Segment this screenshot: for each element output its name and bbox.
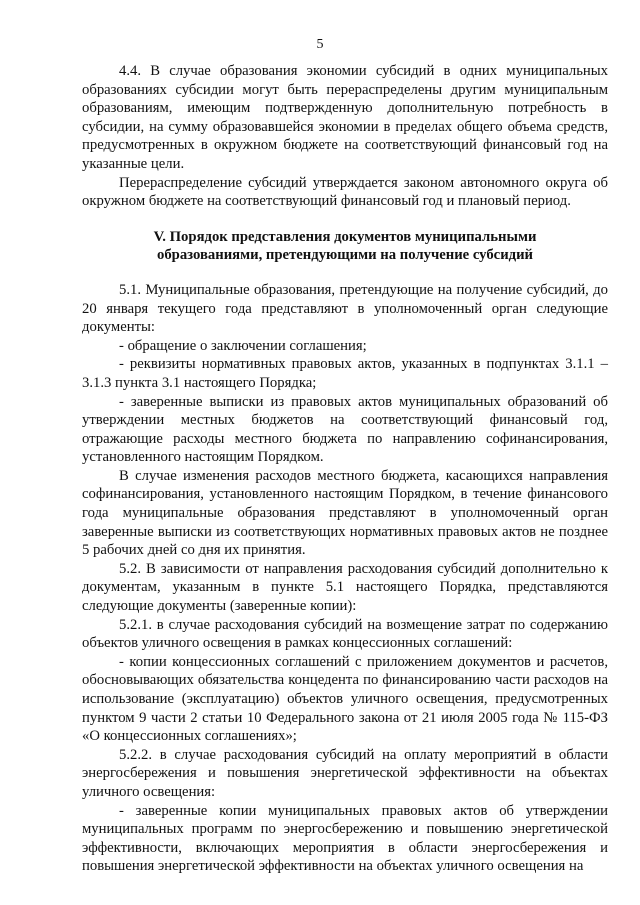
list-item-request: - обращение о заключении соглашения; [119, 337, 367, 354]
paragraph-5-1: 5.1. Муниципальные образования, претендующие на получение субсидий, до 20 января текущего года представляют в уполномоченный орган следующие документы: [82, 281, 608, 336]
section-heading-line-1: V. Порядок представления документов муниципальными [153, 228, 537, 245]
paragraph-redistribution: Перераспределение субсидий утверждается законом автономного округа об окружном бюджете на соответствующий финансовый год и плановый период. [82, 174, 608, 210]
section-heading-line-2: образованиями, претендующими на получение субсидий [156, 247, 534, 264]
list-item-program-copies: - заверенные копии муниципальных правовых актов об утверждении муниципальных программ по энергосбережению и повышению энергетической эффективности, включающих мероприятия в области энергосбережения и повышения энергетической эффективности на объектах уличного освещения на [82, 802, 608, 875]
list-item-extracts: - заверенные выписки из правовых актов муниципальных образований об утверждении местных бюджетов на соответствующий финансовый год, отражающие расходы местного бюджета по направлению софинансирования, установленного настоящим Порядком. [82, 393, 608, 466]
document-body [82, 62, 608, 876]
paragraph-4-4: 4.4. В случае образования экономии субсидий в одних муниципальных образованиях субсидии могут быть перераспределены другим муниципальным образованиям, имеющим подтвержденную дополнительную потребность в субсидии, на сумму образовавшейся экономии в пределах общего объема средств, предусмотренных в окружном бюджете на соответствующий финансовый год на указанные цели. [82, 63, 608, 172]
page-number: 5 [316, 37, 324, 52]
list-item-concession-copies: - копии концессионных соглашений с приложением документов и расчетов, обосновывающих обязательства концедента по финансированию части расходов на использование (эксплуатацию) объектов уличного освещения, предусмотренных пунктом 9 части 2 статьи 10 Федерального закона от 21 июля 2005 года № 115-ФЗ «О концессионных соглашениях»; [82, 653, 608, 745]
paragraph-5-2-2: 5.2.2. в случае расходования субсидий на оплату мероприятий в области энергосбережения и повышения энергетической эффективности на объектах уличного освещения: [82, 746, 608, 800]
section-heading [82, 228, 608, 265]
paragraph-5-2-1: 5.2.1. в случае расходования субсидий на возмещение затрат по содержанию объектов уличного освещения в рамках концессионных соглашений: [82, 616, 608, 652]
paragraph-budget-changes: В случае изменения расходов местного бюджета, касающихся направления софинансирования, установленного настоящим Порядком, в течение финансового года муниципальные образования представляют в уполномоченный орган заверенные выписки из соответствующих нормативных правовых актов не позднее 5 рабочих дней со дня их принятия. [82, 467, 608, 559]
paragraph-5-2: 5.2. В зависимости от направления расходования субсидий дополнительно к документам, указанным в пункте 5.1 настоящего Порядка, представляются следующие документы (заверенные копии): [82, 560, 608, 615]
list-item-requisites: - реквизиты нормативных правовых актов, указанных в подпунктах 3.1.1 – 3.1.3 пункта 3.1 настоящего Порядка; [82, 356, 608, 391]
